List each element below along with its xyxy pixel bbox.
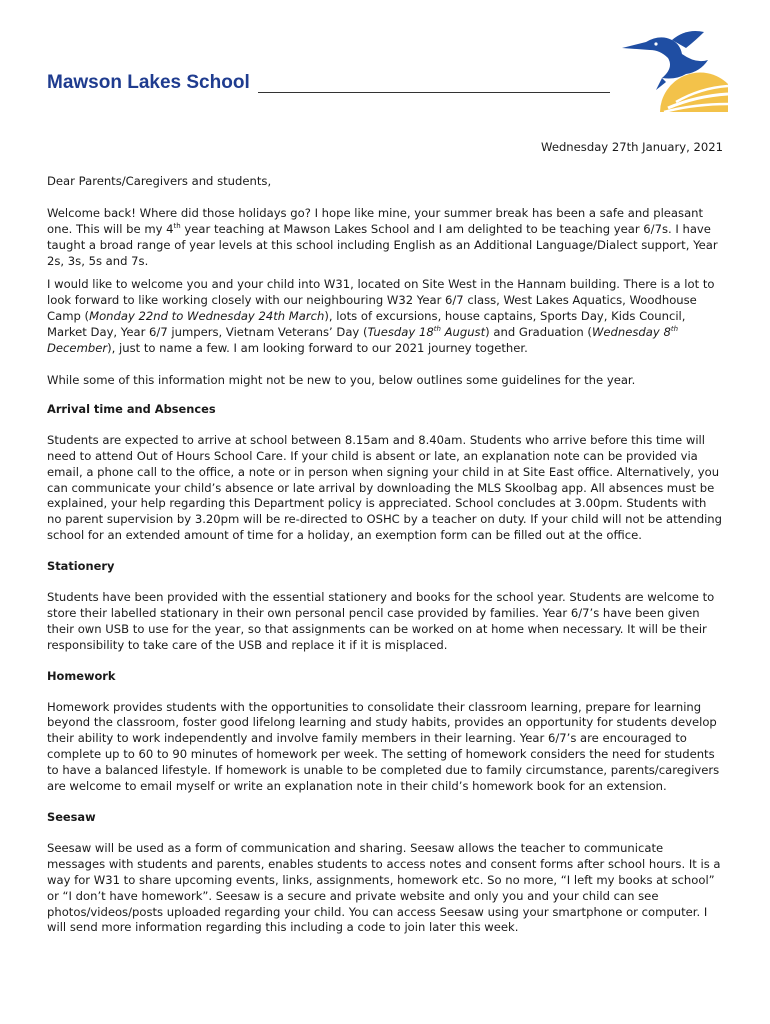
section-body-homework: Homework provides students with the opportunities to consolidate their classroom learning, prepare for learning beyond the classroom, foster good lifelong learning and study habits, provides an opportunity for students develop their ability to work independently and involve family members in their learning. Year 6/7’s are encouraged to complete up to 60 to 90 minutes of homework per week. The setting of homework considers the need for students to have a balanced lifestyle. If homework is unable to be completed due to family circumstance, parents/caregivers are welcome to email myself or write an explanation note in their child’s homework book for an extension. xyxy=(47,699,720,794)
bird-body-icon xyxy=(622,37,708,78)
letter-body xyxy=(47,140,723,944)
section-heading-stationery: Stationery xyxy=(47,559,115,574)
letter-header xyxy=(47,72,612,94)
vietnam-veterans-date: Tuesday 18th August xyxy=(367,325,486,340)
section-heading-seesaw: Seesaw xyxy=(47,810,96,824)
welcome-paragraph: I would like to welcome you and your child into W31, located on Site West in the Hannam building. There is a lot to look forward to like working closely with our neighbouring W32 Year 6/7 class, West Lakes Aquatics, Woodhouse Camp (Monday 22nd to Wednesday 24th March), lots of excursions, house captains, Sports Day, Kids Council, Market Day, Year 6/7 jumpers, Vietnam Veterans’ Day (Tuesday 18th August) and Graduation (Wednesday 8th December), just to name a few. I am looking forward to our 2021 journey together. xyxy=(47,277,715,356)
section-heading-arrival: Arrival time and Absences xyxy=(47,401,216,416)
camp-dates: Monday 22nd to Wednesday 24th March xyxy=(89,309,325,324)
guidelines-paragraph: While some of this information might not be new to you, below outlines some guidelines for the year. xyxy=(47,372,636,387)
graduation-date: Wednesday 8th December xyxy=(47,325,679,356)
section-heading-homework: Homework xyxy=(47,668,116,683)
salutation: Dear Parents/Caregivers and students, xyxy=(47,173,272,188)
intro-paragraph: Welcome back! Where did those holidays go? I hope like mine, your summer break has been a safe and pleasant one. This will be my 4th year teaching at Mawson Lakes School and I am delighted to be teaching year 6/7s. I have taught a broad range of year levels at this school including English as an Additional Language/Dialect support, Year 2s, 3s, 5s and 7s. xyxy=(47,205,718,268)
section-body-seesaw: Seesaw will be used as a form of communication and sharing. Seesaw allows the teacher to communicate messages with students and parents, enables students to access notes and consent forms after school hours. It is a way for W31 to share upcoming events, links, assignments, homework etc. So no more, “I left my books at school” or “I don’t have homework”. Seesaw is a secure and private website and only you and your child can see photos/videos/posts uploaded regarding your child. You can access Seesaw using your smartphone or computer. I will send more information regarding this including a code to join later this week. xyxy=(47,840,721,935)
header-rule xyxy=(258,92,610,93)
section-body-arrival: Students are expected to arrive at school between 8.15am and 8.40am. Students who arrive before this time will need to attend Out of Hours School Care. If your child is absent or late, an explanation note can be provided via email, a phone call to the office, a note or in person when signing your child in at Site East office. Alternatively, you can communicate your child’s absence or late arrival by downloading the MLS Skoolbag app. All absences must be explained, your help regarding this Department policy is appreciated. School concludes at 3.00pm. Students with no parent supervision by 3.20pm will be re-directed to OSHC by a teacher on duty. If your child will not be attending school for an extended amount of time for a holiday, an exemption form can be filled out at the office. xyxy=(47,432,722,543)
letter-date: Wednesday 27th January, 2021 xyxy=(541,140,723,154)
kingfisher-bird-logo-icon xyxy=(616,24,728,112)
section-body-stationery: Students have been provided with the essential stationery and books for the school year. Students are welcome to store their labelled stationary in their own personal pencil case provided by families. Year 6/7’s have been given their own USB to use for the year, so that assignments can be worked on at home when necessary. It will be their responsibility to take care of the USB and replace it if it is misplaced. xyxy=(47,590,715,652)
school-name: Mawson Lakes School xyxy=(47,72,250,93)
